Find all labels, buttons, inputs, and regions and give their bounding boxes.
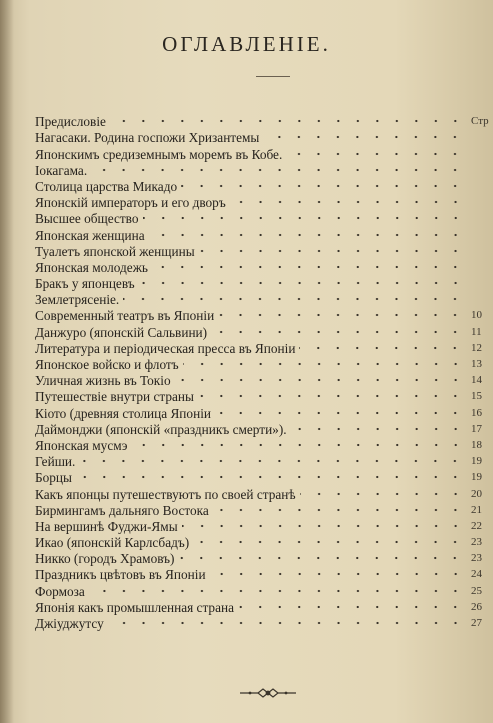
ornament-icon	[238, 684, 298, 702]
toc-entry-page: 14	[471, 374, 482, 387]
toc-entry-page: 26	[471, 600, 482, 613]
toc-entry-title: Бирмингамъ дальняго Востока	[35, 502, 209, 518]
toc-entry	[35, 615, 493, 631]
dot-leader	[263, 132, 465, 142]
toc-entry	[35, 194, 493, 210]
dot-leader	[181, 181, 465, 191]
toc-entry-title: Никко (городъ Храмовъ)	[35, 551, 175, 567]
toc-entry-page: 15	[471, 390, 482, 403]
toc-entry	[35, 372, 493, 388]
toc-entry	[35, 566, 493, 582]
toc-entry	[35, 599, 493, 615]
toc-entry	[35, 145, 493, 161]
toc-entry-title: Джіуджутсу	[35, 616, 104, 631]
toc-entry	[35, 453, 493, 469]
toc-entry-title: На вершинѣ Фуджи-Ямы	[35, 518, 178, 534]
toc-entry-title: Японская женщина	[35, 227, 145, 243]
toc-entry-title: Формоза	[35, 583, 85, 599]
dot-leader	[123, 294, 465, 304]
toc-entry-page: 13	[471, 358, 482, 370]
dot-leader	[149, 230, 465, 240]
toc-entry	[35, 518, 493, 534]
toc-entry-page: 11	[471, 325, 482, 338]
toc-entry-title: Предисловіе	[35, 114, 106, 130]
toc-entry-page: 23	[471, 552, 482, 565]
toc-entry-page: 16	[471, 406, 482, 419]
toc-entry-page: 20	[471, 487, 482, 500]
toc-entry	[35, 307, 493, 323]
toc-entry-page: 18	[471, 438, 482, 451]
dot-leader	[89, 586, 465, 596]
toc-entry	[35, 550, 493, 566]
toc-entry	[35, 226, 493, 242]
dot-leader	[299, 343, 465, 353]
dot-leader	[91, 165, 465, 175]
toc-entry-title: Данжуро (японскій Сальвини)	[35, 324, 208, 340]
dot-leader	[211, 327, 465, 337]
toc-entry-page: 21	[471, 503, 482, 516]
toc-entry-title: Японское войско и флотъ	[35, 357, 179, 372]
toc-entry-title: Какъ японцы путешествуютъ по своей странѣ	[35, 486, 296, 502]
toc-entry-title: Японская молодежь	[35, 259, 148, 275]
toc-entry	[35, 421, 493, 437]
toc-entry	[35, 582, 493, 598]
toc-entry-page: 17	[471, 422, 482, 435]
dot-leader	[291, 424, 465, 434]
dot-leader	[215, 408, 465, 418]
dot-leader	[182, 521, 465, 531]
toc-entry	[35, 404, 493, 420]
toc-entry-title: Современный театръ въ Японіи	[35, 308, 215, 324]
toc-entry-page: 25	[471, 584, 482, 597]
toc-entry-page: 10	[471, 309, 482, 322]
toc-entry-title: Высшее общество	[35, 211, 139, 227]
dot-leader	[139, 278, 465, 288]
toc-entry	[35, 178, 493, 194]
toc-entry-title: Даймонджи (японскій «праздникъ смерти»).	[35, 421, 287, 437]
toc-entry	[35, 437, 493, 453]
toc-entry-title: Іокагама.	[35, 162, 88, 178]
toc-entry-title: Путешествіе внутри страны	[35, 389, 194, 405]
toc-entry-page: 19	[471, 471, 482, 484]
dot-leader	[238, 602, 465, 612]
toc-entry-title: Литература и періодическая пресса въ Японіи	[35, 340, 296, 356]
dot-leader	[210, 569, 465, 579]
toc-entry	[35, 113, 493, 129]
dot-leader	[79, 456, 465, 466]
toc-entry-title: Японскимъ средиземнымъ моремъ въ Кобе.	[35, 146, 283, 162]
toc-entry-page: Стр	[471, 115, 489, 128]
toc-entry-title: Праздникъ цвѣтовъ въ Японіи	[35, 567, 206, 583]
dot-leader	[183, 359, 465, 369]
dot-leader	[193, 537, 465, 547]
toc-entry-title: Японія какъ промышленная страна	[35, 599, 235, 615]
toc-entry	[35, 485, 493, 501]
toc-entry	[35, 356, 493, 372]
toc-entry	[35, 243, 493, 259]
toc-entry	[35, 291, 493, 307]
toc-entry	[35, 469, 493, 485]
toc-entry-page: 24	[471, 568, 482, 581]
dot-leader	[76, 472, 465, 482]
toc-entry	[35, 534, 493, 550]
toc-entry	[35, 210, 493, 226]
toc-entry-page: 22	[471, 519, 482, 532]
toc-entry-title: Японскій императоръ и его дворъ	[35, 195, 226, 211]
toc-entry	[35, 129, 493, 145]
toc-entry-title: Столица царства Микадо	[35, 178, 178, 194]
dot-leader	[143, 213, 465, 223]
dot-leader	[198, 391, 465, 401]
toc-entry	[35, 502, 493, 518]
page-title: ОГЛАВЛЕНІЕ.	[162, 32, 331, 56]
toc-entry-page: 27	[471, 617, 482, 629]
dot-leader	[286, 149, 465, 159]
toc-entry	[35, 162, 493, 178]
toc-entry-title: Кіото (древняя столица Японіи	[35, 405, 212, 421]
dot-leader	[213, 505, 465, 515]
toc-entry-page: 12	[471, 341, 482, 354]
toc-entry-title: Борцы	[35, 470, 72, 486]
table-of-contents	[35, 113, 493, 631]
toc-entry-title: Туалетъ японской женщины	[35, 243, 195, 259]
toc-entry	[35, 323, 493, 339]
dot-leader	[300, 489, 465, 499]
dot-leader	[152, 262, 465, 272]
title-rule	[256, 76, 290, 77]
toc-entry-title: Бракъ у японцевъ	[35, 276, 135, 292]
toc-entry-title: Землетрясеніе.	[35, 292, 120, 308]
dot-leader	[230, 197, 465, 207]
toc-entry	[35, 259, 493, 275]
toc-entry-title: Икао (японскій Карлсбадъ)	[35, 535, 190, 551]
toc-entry-page: 23	[471, 536, 482, 549]
toc-entry	[35, 340, 493, 356]
dot-leader	[110, 116, 465, 126]
dot-leader	[199, 246, 465, 256]
toc-entry-title: Нагасаки. Родина госпожи Хризантемы	[35, 130, 260, 146]
toc-entry-title: Уличная жизнь въ Токіо	[35, 373, 171, 389]
page-gutter-shadow	[0, 0, 14, 723]
toc-entry-title: Японская мусмэ	[35, 437, 128, 453]
dot-leader	[175, 375, 465, 385]
toc-entry-title: Гейши.	[35, 454, 76, 470]
toc-entry	[35, 388, 493, 404]
dot-leader	[218, 310, 465, 320]
toc-entry-page: 19	[471, 455, 482, 468]
toc-entry	[35, 275, 493, 291]
dot-leader	[132, 440, 465, 450]
dot-leader	[108, 618, 465, 628]
dot-leader	[178, 553, 465, 563]
